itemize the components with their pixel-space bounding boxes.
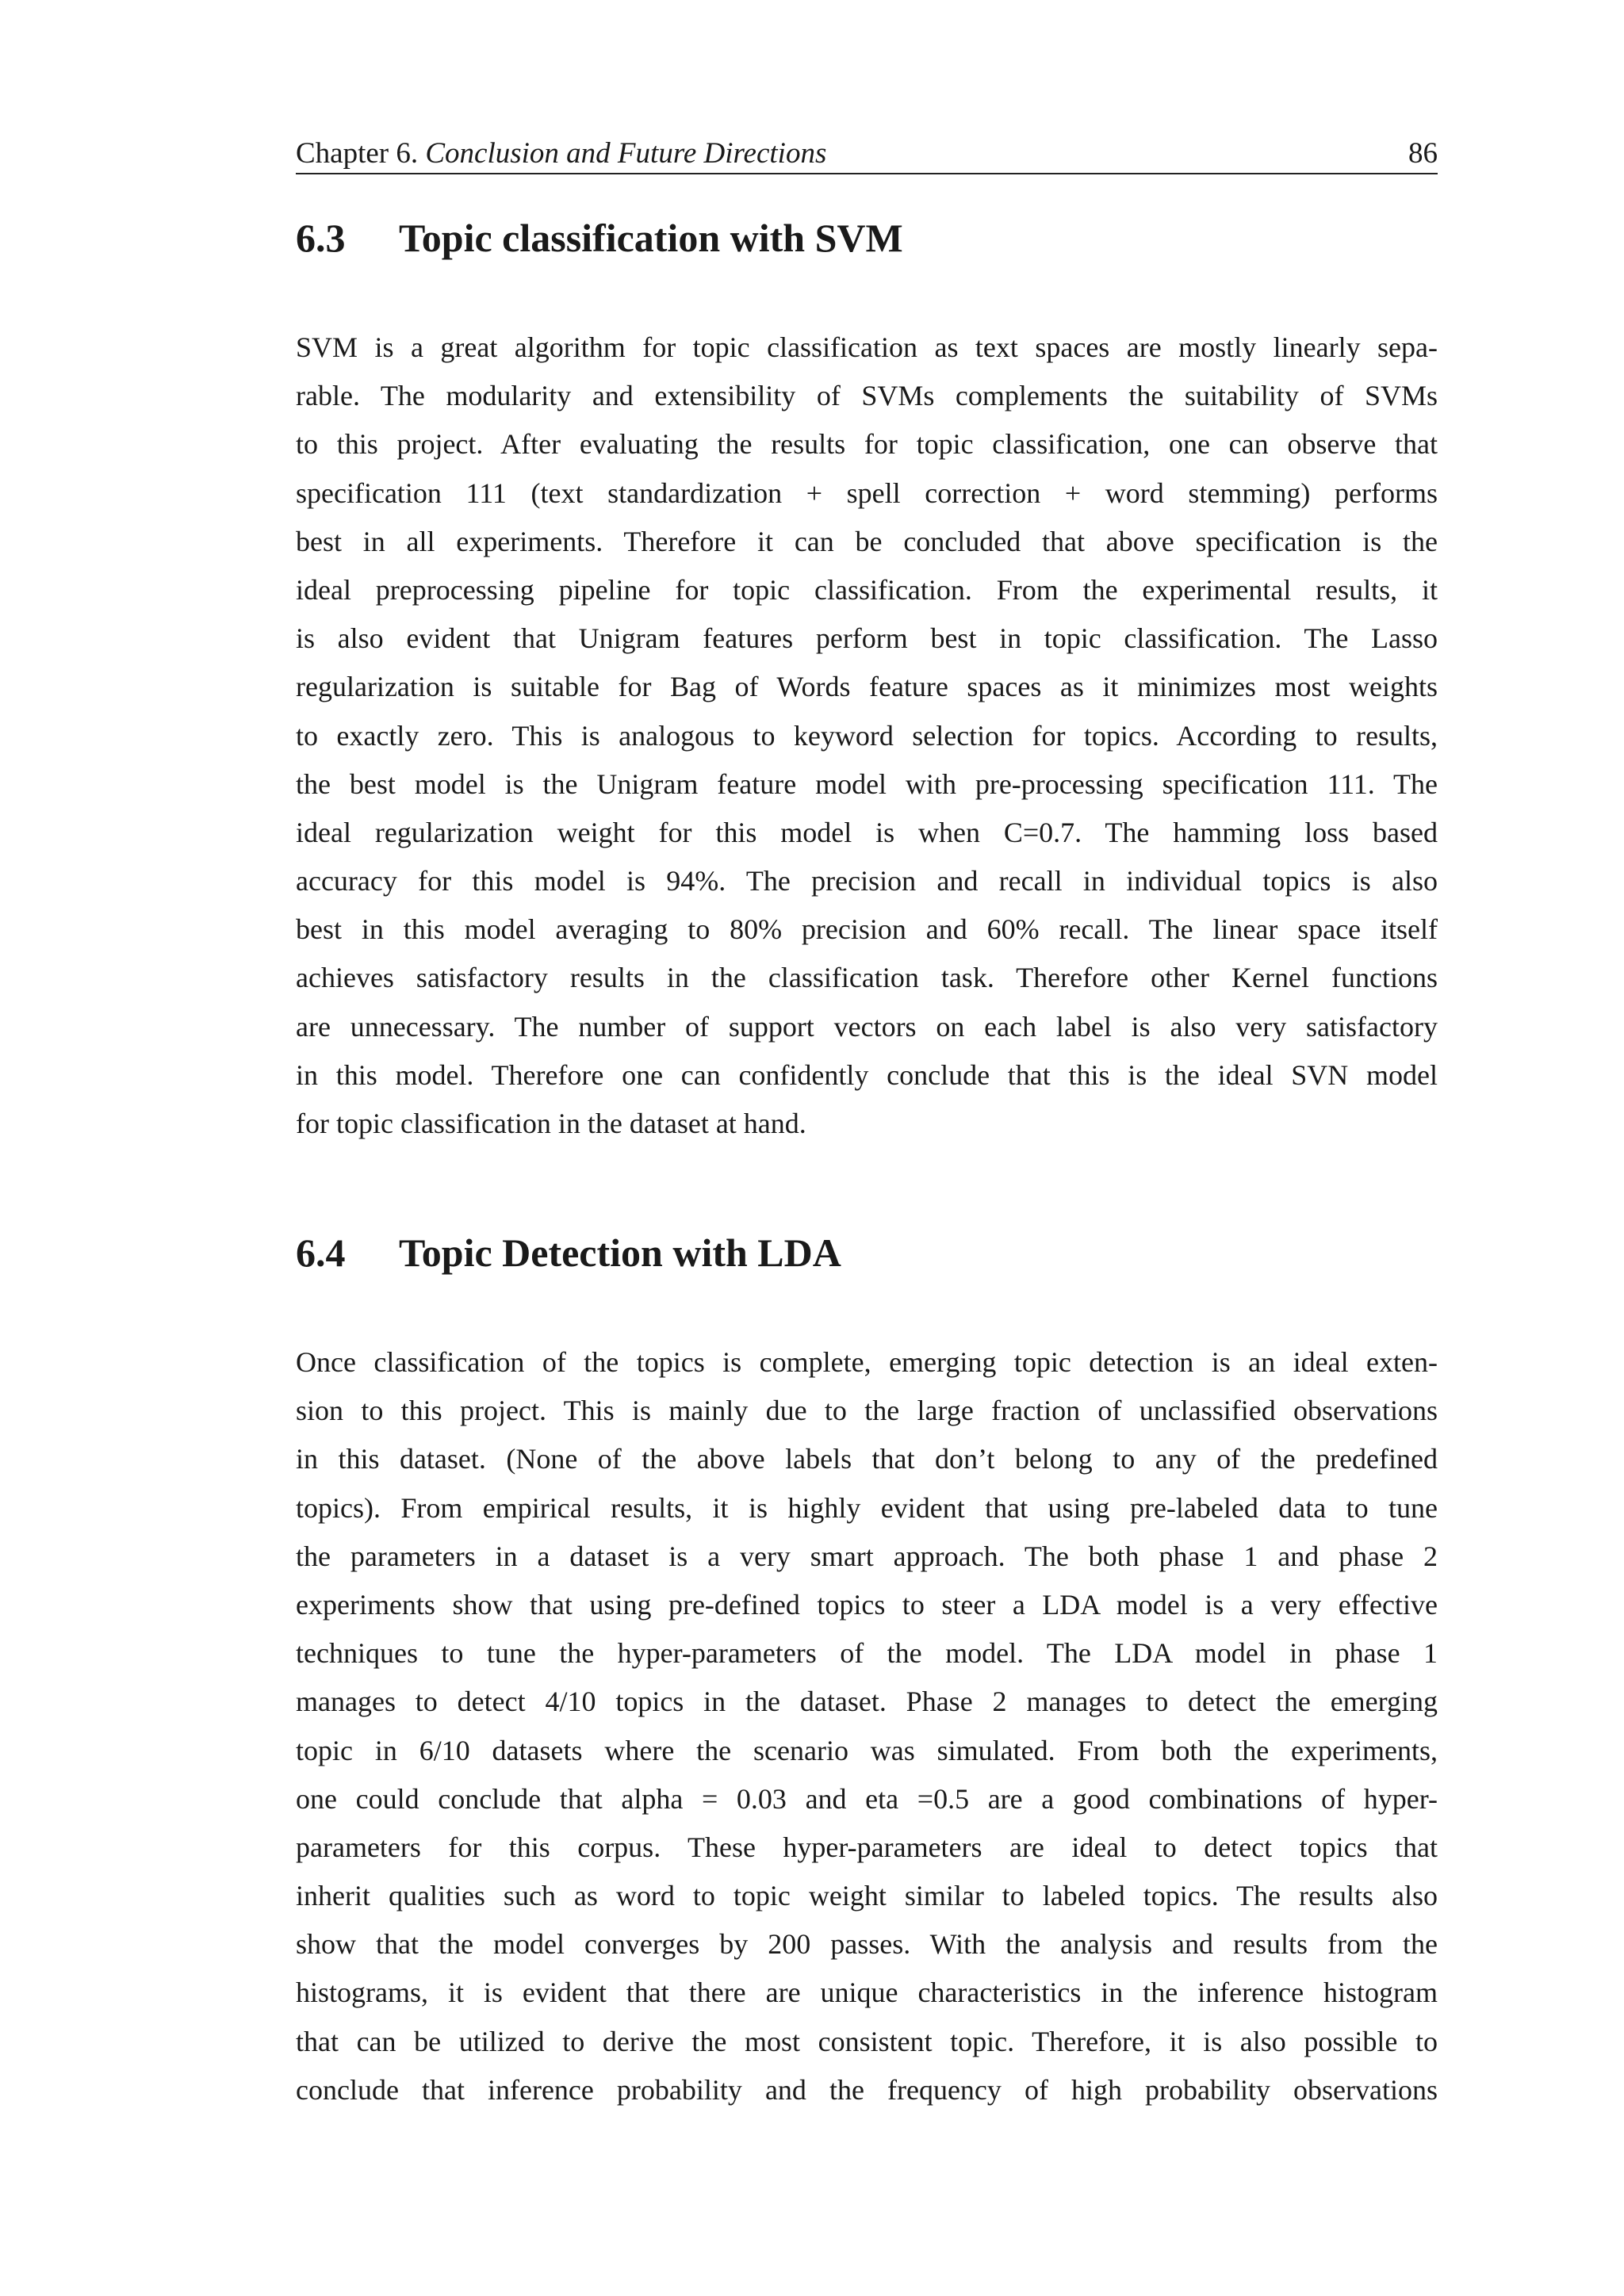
text-line: ideal preprocessing pipeline for topic classification. From the experimental results, it xyxy=(296,573,1438,606)
text-line: achieves satisfactory results in the classification task. Therefore other Kernel functions xyxy=(296,962,1438,994)
text-line: experiments show that using pre-defined topics to steer a LDA model is a very effective xyxy=(296,1588,1438,1621)
paragraph-lda xyxy=(296,1338,1438,2114)
text-line: techniques to tune the hyper-parameters of the model. The LDA model in phase 1 xyxy=(296,1637,1438,1670)
text-line: inherit qualities such as word to topic weight similar to labeled topics. The results also xyxy=(296,1880,1438,1912)
text-line: to exactly zero. This is analogous to keyword selection for topics. According to results, xyxy=(296,719,1438,752)
page-number: 86 xyxy=(1408,137,1438,170)
text-line: rable. The modularity and extensibility of SVMs complements the suitability of SVMs xyxy=(296,380,1438,412)
text-line: histograms, it is evident that there are unique characteristics in the inference histogram xyxy=(296,1976,1438,2009)
text-line: SVM is a great algorithm for topic classification as text spaces are mostly linearly sepa- xyxy=(296,331,1438,363)
running-header xyxy=(296,133,1438,174)
section-title: Topic classification with SVM xyxy=(399,216,903,260)
text-line: parameters for this corpus. These hyper-parameters are ideal to detect topics that xyxy=(296,1831,1438,1863)
text-line: topic in 6/10 datasets where the scenario was simulated. From both the experiments, xyxy=(296,1734,1438,1766)
text-line: show that the model converges by 200 passes. With the analysis and results from the xyxy=(296,1928,1438,1961)
text-line: Once classification of the topics is complete, emerging topic detection is an ideal exten- xyxy=(296,1346,1438,1378)
text-line: one could conclude that alpha = 0.03 and eta =0.5 are a good combinations of hyper- xyxy=(296,1782,1438,1815)
section-heading-6-4 xyxy=(296,1227,1438,1278)
text-line: are unnecessary. The number of support vectors on each label is also very satisfactory xyxy=(296,1010,1438,1043)
paragraph-svm xyxy=(296,323,1438,1148)
chapter-heading xyxy=(296,133,826,174)
text-line: in this model. Therefore one can confidently conclude that this is the ideal SVN model xyxy=(296,1058,1438,1091)
section-heading-6-3 xyxy=(296,212,1438,263)
text-line: best in this model averaging to 80% precision and 60% recall. The linear space itself xyxy=(296,913,1438,946)
text-line: the best model is the Unigram feature model with pre-processing specification 111. The xyxy=(296,767,1438,800)
section-number: 6.3 xyxy=(296,216,346,260)
header-rule xyxy=(296,173,1438,174)
text-line: specification 111 (text standardization + spell correction + word stemming) performs xyxy=(296,476,1438,509)
chapter-title: Conclusion and Future Directions xyxy=(425,137,827,170)
section-title: Topic Detection with LDA xyxy=(399,1230,841,1275)
chapter-label: Chapter 6. xyxy=(296,137,419,170)
text-line: ideal regularization weight for this model is when C=0.7. The hamming loss based xyxy=(296,816,1438,848)
section-number: 6.4 xyxy=(296,1230,346,1275)
text-line: the parameters in a dataset is a very smart approach. The both phase 1 and phase 2 xyxy=(296,1540,1438,1572)
text-line: in this dataset. (None of the above labels that don’t belong to any of the predefined xyxy=(296,1443,1438,1475)
text-line: accuracy for this model is 94%. The precision and recall in individual topics is also xyxy=(296,865,1438,897)
text-line: topics). From empirical results, it is highly evident that using pre-labeled data to tune xyxy=(296,1491,1438,1524)
text-line: to this project. After evaluating the results for topic classification, one can observe that xyxy=(296,428,1438,461)
text-line: is also evident that Unigram features perform best in topic classification. The Lasso xyxy=(296,622,1438,655)
text-line: best in all experiments. Therefore it can be concluded that above specification is the xyxy=(296,525,1438,557)
text-line: conclude that inference probability and the frequency of high probability observations xyxy=(296,2073,1438,2106)
text-line: sion to this project. This is mainly due to the large fraction of unclassified observations xyxy=(296,1395,1438,1427)
text-line: regularization is suitable for Bag of Words feature spaces as it minimizes most weights xyxy=(296,671,1438,703)
text-line: that can be utilized to derive the most consistent topic. Therefore, it is also possible to xyxy=(296,2025,1438,2057)
text-line: manages to detect 4/10 topics in the dataset. Phase 2 manages to detect the emerging xyxy=(296,1686,1438,1718)
text-line: for topic classification in the dataset at hand. xyxy=(296,1108,806,1139)
